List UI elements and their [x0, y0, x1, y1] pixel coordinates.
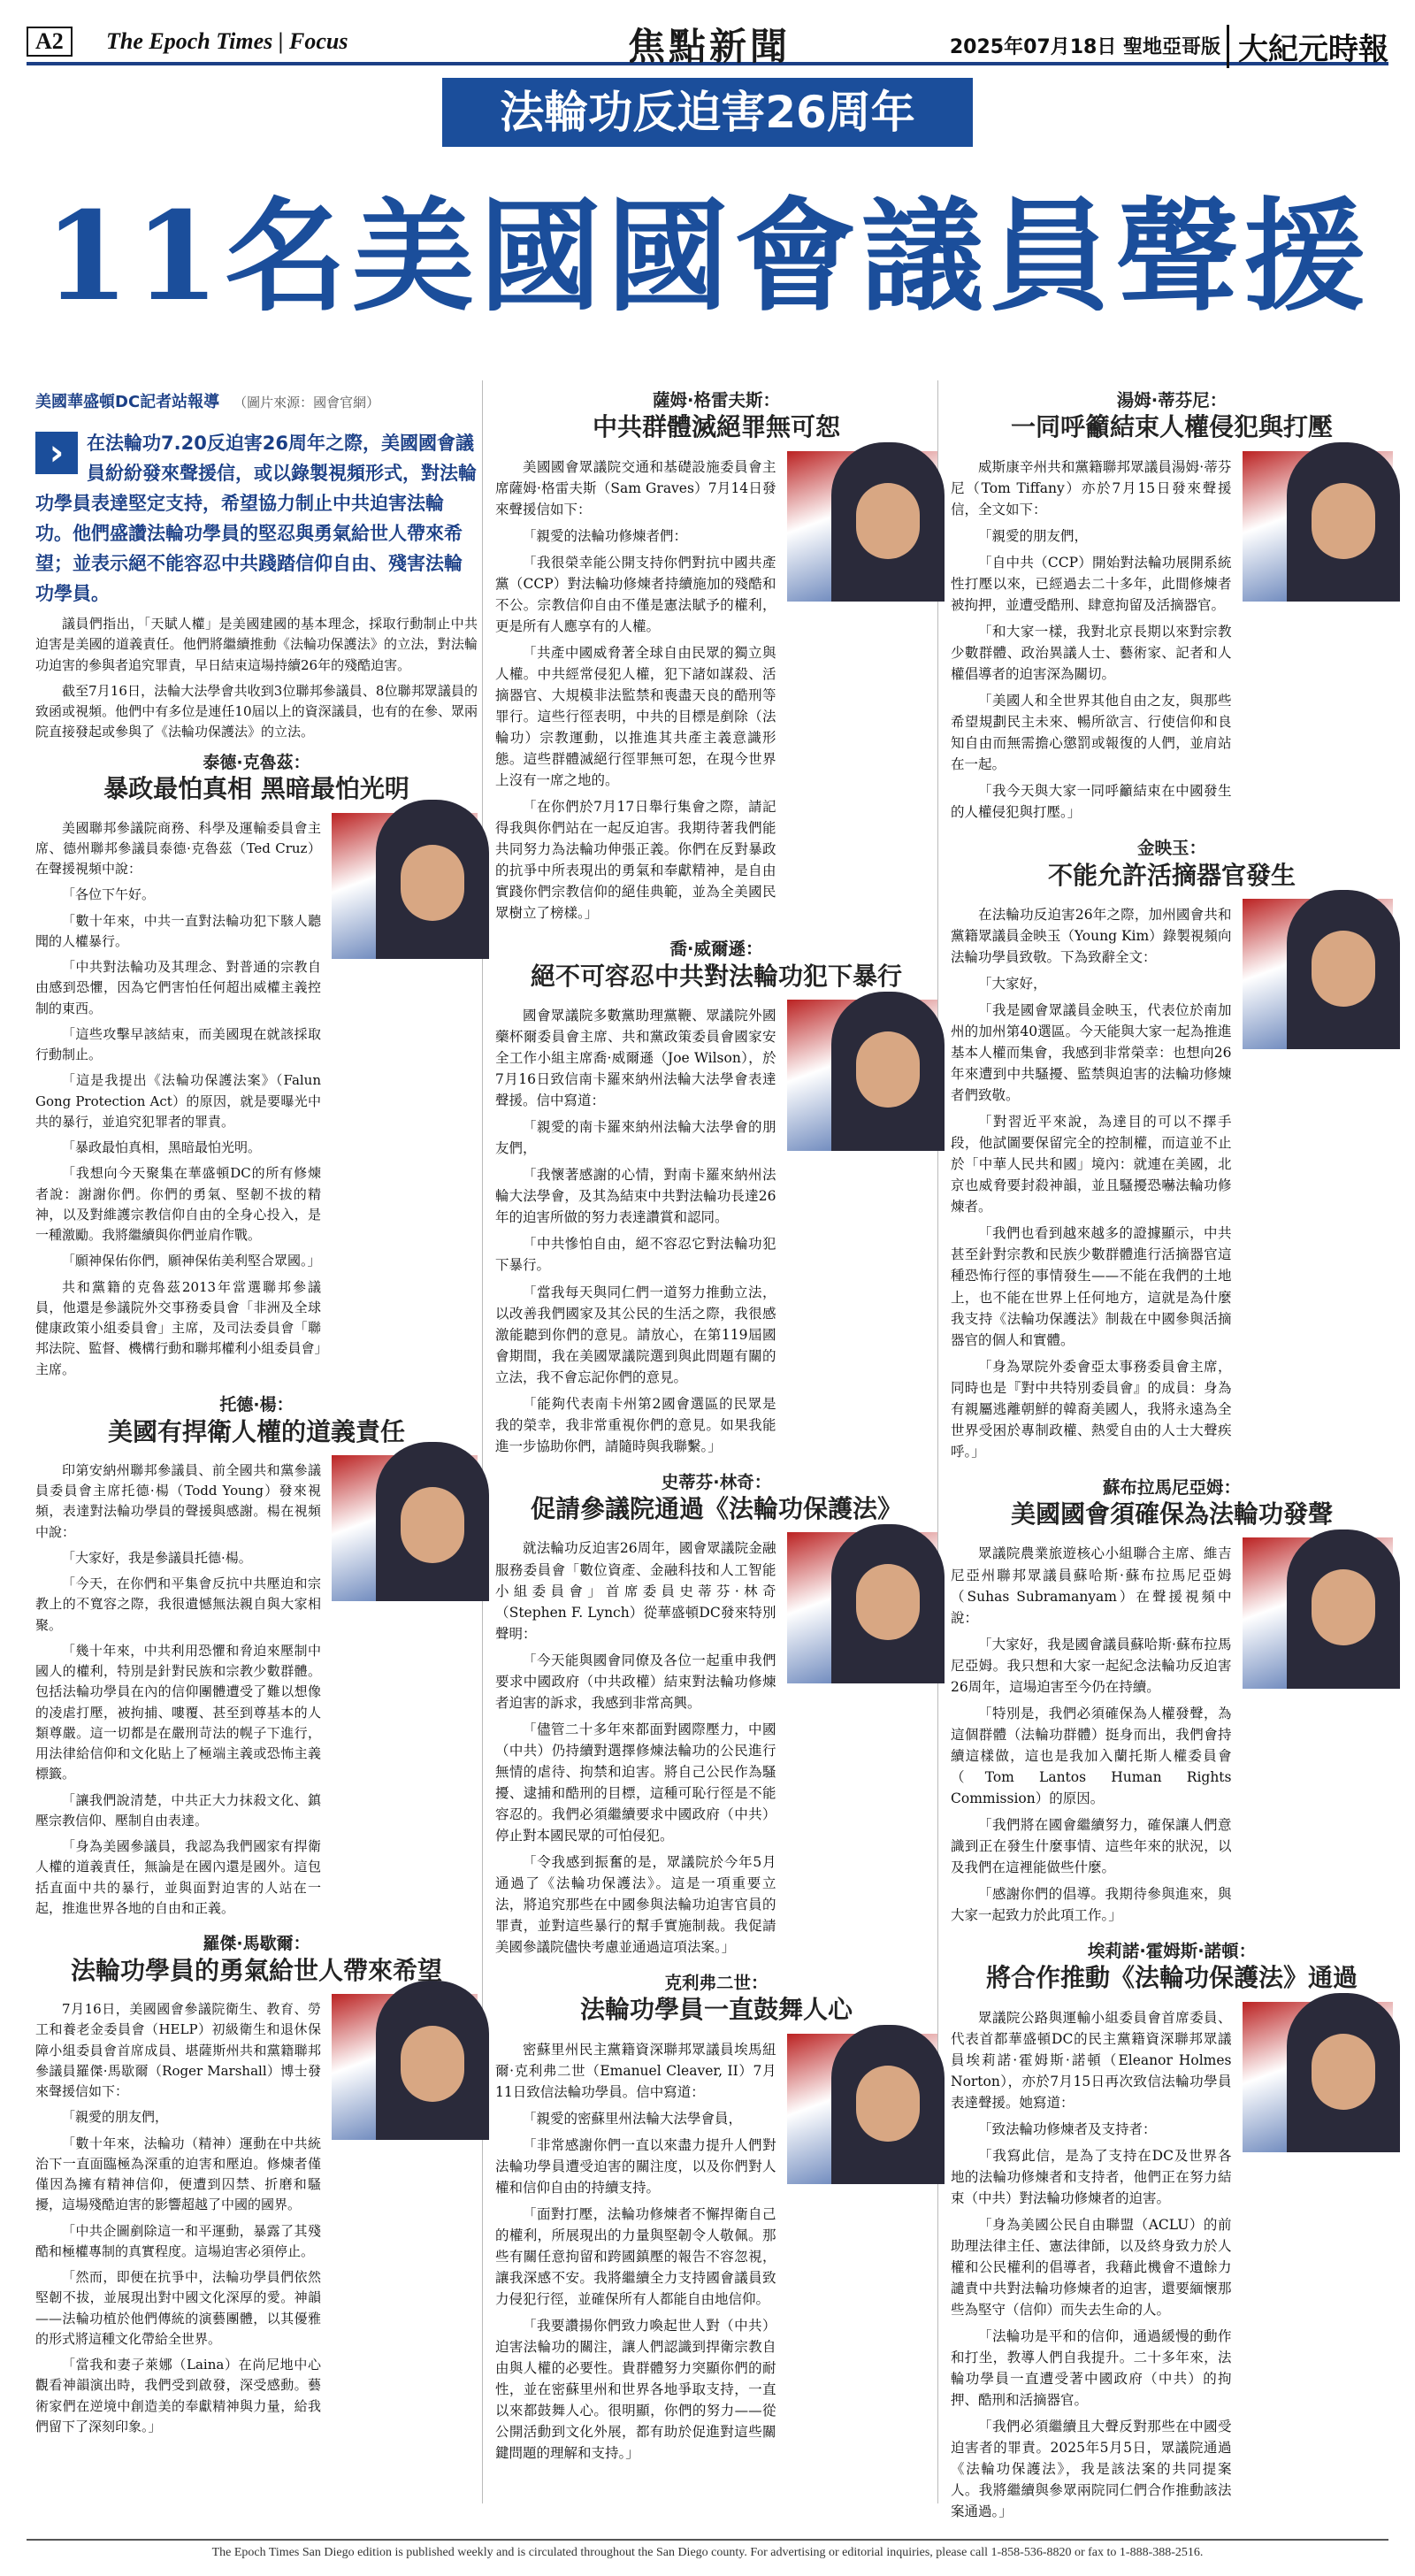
legislator-name: 埃莉諾·霍姆斯·諾頓： [1087, 1941, 1257, 1962]
lede-paragraph [35, 428, 478, 609]
intro-paragraph: 議員們指出，「天賦人權」是美國建國的基本理念，採取行動制止中共迫害是美國的道義責任。他們將繼續推動《法輪功保護法》的立法，對法輪功迫害的參與者追究罪責，早日結束這場持續26年的殘酷迫害。 [35, 616, 478, 673]
portrait-photo [1243, 451, 1394, 602]
article-paragraph: 「今天，在你們和平集會反抗中共壓迫和宗教上的不寬容之際，我很遺憾無法親自與大家相聚。 [35, 1576, 321, 1633]
article-paragraph: 「中共企圖剷除這一和平運動，暴露了其殘酷和極權專制的真實程度。這場迫害必須停止。 [35, 2222, 321, 2259]
article-paragraph: 「然而，即便在抗爭中，法輪功學員們依然堅韌不拔，並展現出對中國文化深厚的愛。神韻——法輪功植於他們傳統的演藝團體，以其優雅的形式將這種文化帶給全世界。 [35, 2269, 321, 2347]
legislator-name: 湯姆·蒂芬尼： [1116, 390, 1228, 410]
article-paragraph: 「數十年來，中共一直對法輪功犯下駭人聽聞的人權暴行。 [35, 912, 321, 949]
article-heading [495, 389, 937, 444]
article-paragraph: 「身為美國參議員，我認為我們國家有捍衛人權的道義責任，無論是在國內還是國外。這包括直面中共的暴行，並與面對迫害的人站在一起，推進世界各地的自由和正義。 [35, 1838, 321, 1916]
article-paragraph: 美國聯邦參議院商務、科學及運輸委員會主席、德州聯邦參議員泰德·克魯茲（Ted Cruz）在聲援視頻中說： [35, 819, 321, 878]
article-heading [495, 938, 937, 993]
article-paragraph: 「我想向今天聚集在華盛頓DC的所有修煉者說：謝謝你們。你們的勇氣、堅韌不拔的精神，以及對維護宗教信仰自由的全身心投入，是一種激勵。我將繼續與你們並肩作戰。 [35, 1165, 321, 1244]
article-title: 絕不可容忍中共對法輪功犯下暴行 [530, 961, 902, 991]
article-paragraph: 「我很榮幸能公開支持你們對抗中國共產黨（CCP）對法輪功修煉者持續施加的殘酷和不公。宗教信仰自由不僅是憲法賦予的權利，更是所有人應享有的人權。 [495, 554, 776, 634]
portrait-photo [787, 451, 938, 602]
main-headline: 11名美國國會議員聲援 [43, 184, 1372, 328]
article-paragraph: 「親愛的南卡羅來納州法輪大法學會的朋友們， [495, 1119, 776, 1157]
article-paragraph: 「幾十年來，中共利用恐懼和脅迫來壓制中國人的權利，特別是針對民族和宗教少數群體。包括法輪功學員在內的信仰團體遭受了難以想像的凌虐打壓，被拘捕、嘍覆、甚至到尊基本的人類尊嚴。這一切都是在嚴刑苛法的幌子下進行，用法律給信仰和文化貼上了極端主義或恐怖主義標籤。 [35, 1642, 321, 1782]
article-paragraph: 「感謝你們的倡導。我期待參與進來，與大家一起致力於此項工作。」 [951, 1885, 1232, 1923]
article-paragraph: 國會眾議院多數黨助理黨鞭、眾議院外國藥杯爾委員會主席、共和黨政策委員會國家安全工作小組主席喬·威爾遜（Joe Wilson），於7月16日致信南卡羅來納州法輪大法學會表達聲援。信中寫道： [495, 1008, 776, 1109]
legislator-name: 薩姆·格雷夫斯： [653, 390, 780, 410]
section-title: 焦點新聞 [628, 25, 792, 68]
article-paragraph: 「我們必須繼續且大聲反對那些在中國受迫害者的罪責。2025年5月5日，眾議院通過《法輪功保護法》，我是該法案的共同提案人。我將繼續與參眾兩院同仁們合作推動該法案通過。」 [951, 2419, 1232, 2520]
article-paragraph: 「中共慘怕自由，絕不容忍它對法輪功犯下暴行。 [495, 1236, 776, 1274]
footer-notice: The Epoch Times San Diego edition is published weekly and is circulated throughout the San Diego county. For advertising or editorial inquiries, please call 1-858-536-8820 or fax to 1-888-388-2516. [27, 2539, 1388, 2560]
masthead [27, 16, 1388, 68]
article-heading [495, 1471, 937, 1526]
article-paragraph: 印第安納州聯邦參議員、前全國共和黨參議員委員會主席托德·楊（Todd Young）發來視頻，表達對法輪功學員的聲援與感謝。楊在視頻中說： [35, 1461, 321, 1540]
article-paragraph: 「在你們於7月17日舉行集會之際，請記得我與你們站在一起反迫害。我期待著我們能共同努力為法輪功伸張正義。你們在反對暴政的抗爭中所表現出的勇氣和奉獻精神，是自由實踐你們宗教信仰的絕佳典範，並為全美國民眾樹立了榜樣。」 [495, 799, 776, 922]
intro-paragraph: 截至7月16日，法輪大法學會共收到3位聯邦參議員、8位聯邦眾議員的致函或視頻。他們中有多位是連任10屆以上的資深議員，也有的在參、眾兩院直接發起或參與了《法輪功保護法》的立法。 [35, 682, 478, 740]
article-heading [35, 752, 478, 806]
kicker-banner: 法輪功反迫害26周年 [442, 78, 973, 147]
article-heading [951, 1476, 1393, 1531]
articles-list [495, 389, 937, 2469]
article [951, 389, 1393, 828]
article-paragraph: 「特別是，我們必須確保為人權發聲，為這個群體（法輪功群體）挺身而出，我們會持續這樣做，這也是我加入蘭托斯人權委員會（Tom Lantos Human Rights Commission）的原因。 [951, 1705, 1232, 1806]
chevron-right-icon: › [35, 432, 78, 474]
article-title: 將合作推動《法輪功保護法》通過 [985, 1963, 1358, 1993]
article-paragraph: 「我懷著感謝的心情，對南卡羅來納州法輪大法學會，及其為結束中共對法輪功長達26年的迫害所做的努力表達讚賞和認同。 [495, 1167, 776, 1226]
article-paragraph: 「非常感謝你們一直以來盡力提升人們對法輪功學員遭受迫害的關注度，以及你們對人權和信仰自由的持續支持。 [495, 2136, 776, 2196]
article-paragraph: 7月16日，美國國會參議院衛生、教育、勞工和養老金委員會（HELP）初級衛生和退休保障小組委員會首席成員、堪薩斯州共和黨籍聯邦參議員羅傑·馬歇爾（Roger Marshall）博士發來聲援信如下： [35, 2001, 321, 2100]
portrait-photo [787, 1532, 938, 1683]
article-heading [35, 1933, 478, 1987]
article-title: 暴政最怕真相 黑暗最怕光明 [103, 774, 409, 804]
article [495, 389, 937, 929]
article-paragraph: 「當我每天與同仁們一道努力推動立法，以改善我們國家及其公民的生活之際，我很感激能聽到你們的意見。請放心，在第119屆國會期間，我在美國眾議院選到與此問題有關的立法，我不會忘記你們的意見。 [495, 1284, 776, 1385]
article-paragraph: 「暴政最怕真相，黑暗最怕光明。 [62, 1139, 262, 1156]
articles-list [35, 752, 478, 2443]
article-heading [951, 837, 1393, 892]
article [951, 837, 1393, 1468]
article-title: 美國國會須確保為法輪功發聲 [1010, 1499, 1333, 1530]
column-1 [35, 389, 478, 2442]
article-paragraph: 「數十年來，法輪功（精神）運動在中共統治下一直面臨極為深重的迫害和壓迫。修煉者僅僅因為擁有精神信仰，便遭到囚禁、折磨和騷擾，這場殘酷迫害的影響超越了中國的國界。 [35, 2135, 321, 2213]
portrait-photo [332, 1455, 478, 1601]
legislator-name: 史蒂芬·林奇： [661, 1471, 772, 1492]
portrait-photo [332, 813, 478, 959]
article-paragraph: 「讓我們說清楚，中共正大力抹殺文化、鎮壓宗教信仰、壓制自由表達。 [35, 1791, 321, 1828]
article-paragraph: 「對習近平來說，為達目的可以不擇手段，他試圖要保留完全的控制權，而這並不止於「中華人民共和國」境內：就連在美國，北京也威脅要封殺神韻，並且騷擾恐嚇法輪功修煉者。 [951, 1114, 1232, 1215]
article-paragraph: 「這些攻擊早該結束，而美國現在就該採取行動制止。 [35, 1025, 321, 1063]
article-paragraph: 「我今天與大家一同呼籲結束在中國發生的人權侵犯與打壓。」 [951, 783, 1232, 821]
article-paragraph: 「願神保佑你們，願神保佑美利堅合眾國。」 [62, 1253, 321, 1269]
face-shape [856, 483, 920, 559]
article-heading [495, 1972, 937, 2027]
face-shape [1312, 931, 1375, 1007]
article-title: 美國有捍衛人權的道義責任 [107, 1416, 405, 1446]
article-title: 中共群體滅絕罪無可恕 [592, 412, 840, 442]
article-paragraph: 「親愛的密蘇里州法輪大法學會員， [523, 2110, 743, 2127]
article-paragraph: 「共產中國威脅著全球自由民眾的獨立與人權。中共經常侵犯人權，犯下諸如謀殺、活摘器官、大規模非法監禁和喪盡天良的酷刑等罪行。這些行徑表明，中共的目標是剷除（法輪功）宗教運動，以推進其共產主義意識形態。這些群體滅絕行徑罪無可恕，在現今世界上沒有一席之地的。 [495, 644, 776, 789]
article-paragraph: 「今天能與國會同僚及各位一起重申我們要求中國政府（中共政權）結束對法輪功修煉者迫害的訴求，我感到非常高興。 [495, 1652, 776, 1711]
legislator-name: 托德·楊： [219, 1394, 294, 1414]
article [951, 1476, 1393, 1931]
face-shape [856, 1031, 920, 1108]
portrait-photo [787, 2034, 938, 2185]
lede-text: 在法輪功7.20反迫害26周年之際，美國國會議員紛紛發來聲援信，或以錄製視頻形式，對法輪功學員表達堅定支持，希望協力制止中共迫害法輪功。他們盛讚法輪功學員的堅忍與勇氣給世人帶來希望；並表示絕不能容忍中共踐踏信仰自由、殘害法輪功學員。 [35, 433, 477, 604]
article-paragraph: 「和大家一樣，我對北京長期以來對宗教少數群體、政治異議人士、藝術家、記者和人權倡導者的迫害深為關切。 [951, 623, 1232, 683]
article-paragraph: 「能夠代表南卡州第2國會選區的民眾是我的榮幸，我非常重視你們的意見。如果我能進一步協助你們，請隨時與我聯繫。」 [495, 1395, 776, 1454]
face-shape [1312, 483, 1375, 559]
legislator-name: 克利弗二世： [664, 1973, 769, 1994]
article-paragraph: 「身為眾院外委會亞太事務委員會主席，同時也是『對中共特別委員會』的成員：身為有親屬逃離朝鮮的韓裔美國人，我將永遠為全世界受困於專制政權、熱愛自由的人士大聲疾呼。」 [951, 1358, 1232, 1460]
brand-name: The Epoch Times | Focus [106, 28, 348, 54]
portrait-photo [332, 1994, 478, 2140]
article-title: 一同呼籲結束人權侵犯與打壓 [1010, 412, 1333, 442]
portrait-photo [787, 1000, 938, 1151]
face-shape [856, 1564, 920, 1640]
article-paragraph: 眾議院公路與運輸小組委員會首席委員、代表首都華盛頓DC的民主黨籍資深聯邦眾議員埃莉諾·霍姆斯·諾頓（Eleanor Holmes Norton），亦於7月15日再次致信法輪功學員表達聲援。她寫道： [951, 2009, 1232, 2111]
article [35, 1933, 478, 2442]
article [951, 1940, 1393, 2527]
column-divider [482, 380, 483, 2503]
article-paragraph: 「親愛的法輪功修煉者們： [523, 527, 688, 544]
article-title: 法輪功學員一直鼓舞人心 [579, 1995, 853, 2025]
legislator-name: 蘇布拉馬尼亞姆： [1102, 1476, 1241, 1498]
face-shape [401, 845, 464, 921]
article-paragraph: 威斯康辛州共和黨籍聯邦眾議員湯姆·蒂芬尼（Tom Tiffany）亦於7月15日發來聲援信，全文如下： [951, 458, 1232, 518]
column-3 [951, 380, 1393, 2527]
article-paragraph: 「我是國會眾議員金映玉，代表位於南加州的加州第40選區。今天能與大家一起為推進基本人權而集會，我感到非常榮幸：也想向26年來遭到中共騷擾、監禁與迫害的法輪功修煉者們致敬。 [951, 1002, 1232, 1104]
face-shape [856, 2066, 920, 2142]
article-paragraph: 「我要讚揚你們致力喚起世人對（中共）迫害法輪功的關注，讓人們認識到捍衛宗教自由與人權的必要性。貴群體努力突顯你們的耐性，並在密蘇里州和世界各地爭取支持，一直以來都鼓舞人心。很明顯，你們的努力——從公開活動到文化外展，都有助於促進對這些關鍵問題的理解和支持。」 [495, 2318, 776, 2462]
article-paragraph: 「自中共（CCP）開始對法輪功展開系統性打壓以來，已經過去二十多年，此間修煉者被拘押，並遭受酷刑、肆意拘留及活摘器官。 [951, 554, 1232, 613]
byline [35, 389, 478, 412]
legislator-name: 羅傑·馬歇爾： [203, 1934, 310, 1954]
articles-list [951, 389, 1393, 2527]
article-title: 不能允許活摘器官發生 [1047, 860, 1296, 890]
article-title: 促請參議院通過《法輪功保護法》 [530, 1494, 902, 1524]
article-paragraph: 「致法輪功修煉者及支持者： [978, 2120, 1157, 2137]
article-paragraph: 美國國會眾議院交通和基礎設施委員會主席薩姆·格雷夫斯（Sam Graves）7月14日發來聲援信如下： [495, 458, 776, 518]
article-paragraph: 「我寫此信，是為了支持在DC及世界各地的法輪功修煉者和支持者，他們正在努力結束（中共）對法輪功修煉者的迫害。 [951, 2147, 1232, 2206]
legislator-name: 泰德·克魯茲： [203, 752, 310, 772]
article-paragraph: 眾議院農業旅遊核心小組聯合主席、維吉尼亞州聯邦眾議員蘇哈斯·蘇布拉馬尼亞姆（Suhas Subramanyam）在聲援視頻中說： [951, 1545, 1232, 1626]
article-paragraph: 「我們將在國會繼續努力，確保讓人們意識到正在發生什麼事情、這些年來的狀況，以及我們在這裡能做些什麼。 [951, 1816, 1232, 1875]
article-paragraph: 「各位下午好。 [62, 886, 156, 903]
article [35, 752, 478, 1385]
byline-author: 美國華盛頓DC記者站報導 [35, 393, 220, 411]
face-shape [401, 2026, 464, 2102]
article-paragraph: 「身為美國公民自由聯盟（ACLU）的前助理法律主任、憲法律師，以及終身致力於人權和公民權利的倡導者，我藉此機會不遺餘力譴責中共對法輪功修煉者的迫害，還要緬懷那些為堅守（信仰）而失去生命的人。 [951, 2217, 1232, 2319]
article-paragraph: 「美國人和全世界其他自由之友，與那些希望規劃民主未來、暢所欲言、行使信仰和良知自由而無需擔心懲罰或報復的人們，並肩站在一起。 [951, 693, 1232, 773]
article-paragraph: 「大家好，我是參議員托德·楊。 [62, 1549, 252, 1566]
article [495, 1471, 937, 1963]
portrait-photo [1243, 899, 1394, 1050]
photo-credit: （圖片來源：國會官網） [233, 395, 380, 410]
article-paragraph: 「法輪功是平和的信仰，通過緩慢的動作和打坐，教導人們自我提升。二十多年來，法輪功學員一直遭受著中國政府（中共）的拘押、酷刑和活摘器官。 [951, 2328, 1232, 2409]
article-paragraph: 「當我和妻子萊娜（Laina）在尚尼地中心觀看神韻演出時，我們受到啟發，深受感動。藝術家們在逆境中創造美的奉獻精神與力量，給我們留下了深刻印象。」 [35, 2357, 321, 2434]
page-number: A2 [27, 27, 73, 57]
face-shape [1312, 2034, 1375, 2110]
article-title: 法輪功學員的勇氣給世人帶來希望 [70, 1955, 442, 1985]
article-paragraph: 「令我感到振奮的是，眾議院於今年5月通過了《法輪功保護法》。這是一項重要立法，將追究那些在中國參與法輪功迫害官員的罪責，並對這些暴行的幫手實施制裁。我促請美國參議院儘快考慮並通過這項法案。」 [495, 1853, 776, 1956]
column-divider [937, 380, 938, 2503]
portrait-photo [1243, 1537, 1394, 1689]
article-heading [35, 1394, 478, 1448]
article [35, 1394, 478, 1924]
article-paragraph: 「這是我提出《法輪功保護法案》（Falun Gong Protection Act）的原因，就是要曝光中共的暴行，並追究犯罪者的罪責。 [35, 1072, 321, 1130]
article-paragraph: 「大家好， [978, 976, 1047, 993]
legislator-name: 金映玉： [1136, 838, 1206, 859]
face-shape [1312, 1569, 1375, 1645]
article [495, 938, 937, 1461]
article-paragraph: 「儘管二十多年來都面對國際壓力，中國（中共）仍持續對選擇修煉法輪功的公民進行無情的虐待、拘禁和迫害。將自己公民作為騷擾、逮捕和酷刑的目標，這種可恥行徑是不能容忍的。我們必須繼續要求中國政府（中共）停止對本國民眾的可怕侵犯。 [495, 1721, 776, 1844]
date-edition: 2025年07月18日 聖地亞哥版 [949, 36, 1220, 58]
article-paragraph: 「面對打壓，法輪功修煉者不懈捍衛自己的權利，所展現出的力量與堅韌令人敬佩。那些有關任意拘留和跨國鎮壓的報告不容忽視，讓我深感不安。我將繼續全力支持國會議員致力侵犯行徑，並確保所有人都能自由地信仰。 [495, 2206, 776, 2308]
article-paragraph: 在法輪功反迫害26年之際，加州國會共和黨籍眾議員金映玉（Young Kim）錄製視頻向法輪功學員致敬。下為致辭全文： [951, 906, 1232, 966]
legislator-name: 喬·威爾遜： [669, 939, 763, 960]
portrait-photo [1243, 2002, 1394, 2153]
column-2 [495, 380, 937, 2469]
article-paragraph: 共和黨籍的克魯茲2013年當選聯邦參議員，他還是參議院外交事務委員會「非洲及全球健康政策小組委員會」主席，及司法委員會「聯邦法院、監督、機構行動和聯邦權利小組委員會」主席。 [35, 1278, 321, 1377]
article [495, 1972, 937, 2469]
article-heading [951, 1940, 1393, 1995]
face-shape [401, 1487, 464, 1563]
newspaper-logo: 大紀元時報 [1227, 25, 1388, 68]
article-paragraph: 「親愛的朋友們， [978, 527, 1089, 544]
article-paragraph: 「大家好，我是國會議員蘇哈斯·蘇布拉馬尼亞姆。我只想和大家一起紀念法輪功反迫害26周年，這場迫害至今仍在持續。 [951, 1636, 1232, 1695]
article-paragraph: 密蘇里州民主黨籍資深聯邦眾議員埃馬紐爾·克利弗二世（Emanuel Cleaver, II）7月11日致信法輪功學員。信中寫道： [495, 2041, 776, 2100]
article-paragraph: 「我們也看到越來越多的證據顯示，中共甚至針對宗教和民族少數群體進行活摘器官這種恐怖行徑的事情發生——不能在我們的土地上，也不能在世界上任何地方，這就是為什麼我支持《法輪功保護法》制裁在中國參與活摘器官的個人和實體。 [951, 1225, 1232, 1348]
article-paragraph: 「親愛的朋友們， [62, 2109, 169, 2126]
article-paragraph: 就法輪功反迫害26周年，國會眾議院金融服務委員會「數位資產、金融科技和人工智能小組委員會」首席委員史蒂芬·林奇（Stephen F. Lynch）從華盛頓DC發來特別聲明： [495, 1540, 776, 1642]
article-paragraph: 「中共對法輪功及其理念、對普通的宗教自由感到恐懼，因為它們害怕任何超出威權主義控制的東西。 [35, 959, 321, 1016]
article-heading [951, 389, 1393, 444]
